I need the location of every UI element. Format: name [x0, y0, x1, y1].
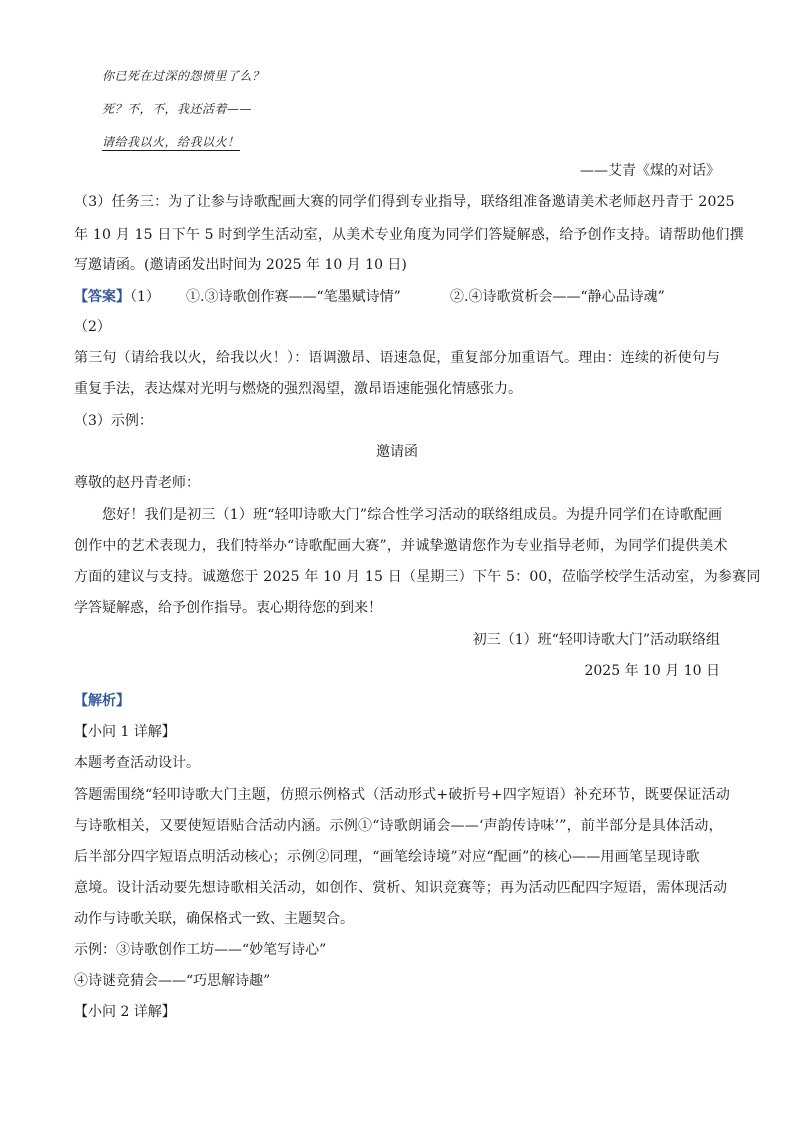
- poem-source: ——艾青《煤的对话》: [580, 163, 720, 179]
- answer-q2-line-2: 重复手法，表达煤对光明与燃烧的强烈渴望，激昂语速能强化情感张力。: [74, 381, 522, 397]
- answer-q1-label: （1）: [130, 289, 160, 305]
- analysis-example-2: ④诗谜竞猜会——“巧思解诗趣”: [74, 973, 271, 989]
- letter-body-line-1: 您好！我们是初三（1）班“轻叩诗歌大门”综合性学习活动的联络组成员。为提升同学们在诗歌配画: [102, 507, 723, 523]
- analysis-sub-2: 【小问 2 详解】: [74, 1004, 176, 1020]
- analysis-p2-line-3: 后半部分四字短语点明活动核心；示例②同理，“画笔绘诗境”对应“配画”的核心——用画笔呈现诗歌: [74, 849, 700, 865]
- letter-salutation: 尊敬的赵丹青老师：: [74, 475, 200, 491]
- answer-q3-label: （3）示例：: [74, 413, 153, 429]
- answer-q1-item-2: ②.④诗歌赏析会——“静心品诗魂”: [450, 289, 665, 305]
- poem-line-1: 你已死在过深的怨愤里了么？: [102, 69, 265, 83]
- letter-body-line-2: 创作中的艺术表现力，我们特举办“诗歌配画大赛”，并诚挚邀请您作为专业指导老师，为同学们提供美术: [74, 538, 728, 554]
- poem-line-2: 死？不，不，我还活着——: [102, 102, 253, 116]
- analysis-p1: 本题考查活动设计。: [74, 755, 200, 771]
- analysis-sub-1: 【小问 1 详解】: [74, 724, 176, 740]
- answer-tag: 【答案】: [74, 289, 130, 305]
- analysis-p2-line-4: 意境。设计活动要先想诗歌相关活动，如创作、赏析、知识竞赛等；再为活动匹配四字短语，需体现活动: [74, 880, 728, 896]
- analysis-example-1: 示例：③诗歌创作工坊——“妙笔写诗心”: [74, 942, 327, 958]
- task3-line-3: 写邀请函。(邀请函发出时间为 2025 年 10 月 10 日): [74, 257, 407, 273]
- letter-signature: 初三（1）班“轻叩诗歌大门”活动联络组: [472, 632, 720, 648]
- analysis-p2-line-5: 动作与诗歌关联，确保格式一致、主题契合。: [74, 911, 354, 927]
- analysis-tag: 【解析】: [74, 693, 130, 709]
- letter-body-line-3: 方面的建议与支持。诚邀您于 2025 年 10 月 15 日（星期三）下午 5：00，莅临学校学生活动室，为参赛同: [74, 569, 761, 585]
- answer-q2-line-1: 第三句（请给我以火，给我以火！）：语调激昂、语速急促，重复部分加重语气。理由：连续的祈使句与: [74, 350, 721, 366]
- answer-q2-label: （2）: [74, 319, 111, 335]
- letter-body-line-4: 学答疑解惑，给予创作指导。衷心期待您的到来！: [74, 600, 382, 616]
- letter-title: 邀请函: [376, 444, 418, 460]
- task3-line-1: （3）任务三：为了让参与诗歌配画大赛的同学们得到专业指导，联络组准备邀请美术老师赵丹青于 2025: [74, 194, 735, 210]
- analysis-p2-line-1: 答题需围绕“轻叩诗歌大门主题，仿照示例格式（活动形式+破折号+四字短语）补充环节，既要保证活动: [74, 787, 731, 803]
- analysis-p2-line-2: 与诗歌相关，又要使短语贴合活动内涵。示例①“诗歌朗诵会——‘声韵传诗味’”，前半部分是具体活动，: [74, 818, 723, 834]
- task3-line-2: 年 10 月 15 日下午 5 时到学生活动室，从美术专业角度为同学们答疑解惑，给予创作支持。请帮助他们撰: [74, 227, 744, 243]
- poem-line-3: 请给我以火，给我以火！: [102, 135, 240, 149]
- letter-date: 2025 年 10 月 10 日: [584, 663, 720, 679]
- answer-q1-item-1: ①.③诗歌创作赛——“笔墨赋诗情”: [186, 289, 401, 305]
